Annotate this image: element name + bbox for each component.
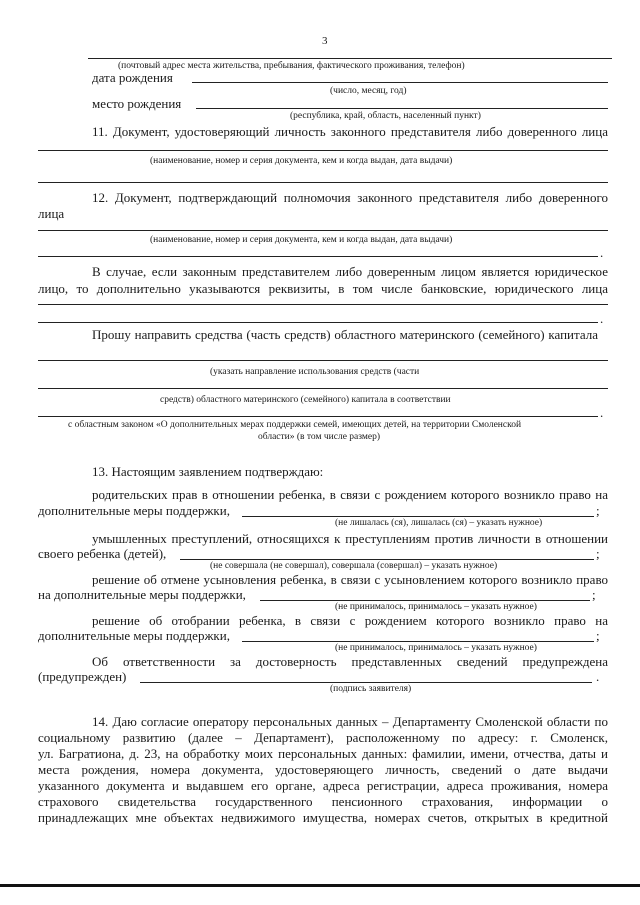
item-14-line-1: 14. Даю согласие оператору персональных данных – Департаменту Смоленской области по: [92, 714, 608, 729]
item-13-heading: 13. Настоящим заявлением подтверждаю:: [92, 464, 324, 479]
law-hint-2: области» (в том числе размер): [258, 432, 381, 442]
item-12-text-1: 12. Документ, подтверждающий полномочия законного представителя либо доверенного: [92, 190, 608, 205]
legal-entity-period: .: [600, 311, 604, 326]
condition-2-hint: (не совершала (не совершал), совершала (совершал) – указать нужное): [210, 561, 498, 571]
condition-2-text-2: своего ребенка (детей),: [38, 546, 167, 561]
birth-place-field[interactable]: [196, 108, 608, 109]
condition-4-semicolon: ;: [596, 628, 600, 643]
birth-place-label: место рождения: [92, 96, 182, 111]
condition-2-text-1: умышленных преступлений, относящихся к преступлениям против личности в отношении: [92, 531, 608, 546]
responsibility-text-2: (предупрежден): [38, 669, 127, 684]
item-14-line-7: принадлежащих мне объектах недвижимого имущества, номерах счетов, открытых в кредитной: [38, 810, 608, 825]
condition-3-field[interactable]: [260, 600, 590, 601]
condition-3-text-1: решение об отмене усыновления ребенка, в связи с усыновлением которого возникло право: [92, 572, 608, 587]
page-number: 3: [322, 35, 328, 47]
condition-4-field[interactable]: [242, 641, 594, 642]
legal-entity-text-1: В случае, если законным представителем либо доверенным лицом является юридическое: [92, 264, 608, 279]
condition-2-semicolon: ;: [596, 546, 600, 561]
legal-entity-field[interactable]: [38, 304, 608, 305]
condition-4-text-1: решение об отобрании ребенка, в связи с рождением которого возникло право на: [92, 613, 608, 628]
request-field-2[interactable]: [38, 388, 608, 389]
request-field-1[interactable]: [38, 360, 608, 361]
signature-hint: (подпись заявителя): [330, 684, 412, 694]
condition-3-hint: (не принималось, принималось – указать нужное): [335, 602, 537, 612]
item-12-field-2[interactable]: [38, 256, 598, 257]
condition-1-hint: (не лишалась (ся), лишалась (ся) – указать нужное): [335, 518, 543, 528]
item-11-field[interactable]: [38, 150, 608, 151]
responsibility-text-1: Об ответственности за достоверность представленных сведений предупреждена: [92, 654, 608, 669]
birth-date-hint: (число, месяц, год): [330, 86, 407, 96]
item-12-text-2: лица: [38, 206, 65, 221]
item-14-line-3: ул. Багратиона, д. 23, на обработку моих персональных данных: фамилии, имени, отчества, даты и: [38, 746, 608, 761]
item-11-hint: (наименование, номер и серия документа, кем и когда выдан, дата выдачи): [150, 156, 453, 166]
address-line: [88, 58, 612, 59]
responsibility-period: .: [596, 669, 600, 684]
birth-date-label: дата рождения: [92, 70, 173, 85]
request-text: Прошу направить средства (часть средств) областного материнского (семейного) капитала: [92, 327, 598, 342]
birth-date-field[interactable]: [192, 82, 608, 83]
condition-4-hint: (не принималось, принималось – указать нужное): [335, 643, 537, 653]
signature-field[interactable]: [140, 682, 592, 683]
law-hint-1: с областным законом «О дополнительных мерах поддержки семей, имеющих детей, на территории Смоленской: [68, 420, 522, 430]
condition-2-field[interactable]: [180, 559, 594, 560]
request-period: .: [600, 405, 604, 420]
condition-1-semicolon: ;: [596, 503, 600, 518]
request-field-3[interactable]: [38, 416, 598, 417]
item-14-line-5: указанного документа и выдавшем его органе, адреса регистрации, адреса проживания, номера: [38, 778, 608, 793]
condition-1-field[interactable]: [242, 516, 594, 517]
item-12-period: .: [600, 245, 604, 260]
scan-edge-bar: [0, 884, 640, 887]
legal-entity-text-2: лицо, то дополнительно указываются реквизиты, в том числе банковские, юридического лица: [38, 281, 608, 296]
direction-hint-2: средств) областного материнского (семейного) капитала в соответствии: [160, 395, 451, 405]
item-12-hint: (наименование, номер и серия документа, кем и когда выдан, дата выдачи): [150, 235, 453, 245]
item-12-field[interactable]: [38, 230, 608, 231]
item-11-text: 11. Документ, удостоверяющий личность законного представителя либо доверенного лица: [92, 124, 608, 139]
condition-1-text-1: родительских прав в отношении ребенка, в связи с рождением которого возникло право на: [92, 487, 608, 502]
legal-entity-field-2[interactable]: [38, 322, 598, 323]
condition-3-semicolon: ;: [592, 587, 596, 602]
birth-place-hint: (республика, край, область, населенный пункт): [290, 111, 481, 121]
item-11-field-2[interactable]: [38, 182, 608, 183]
direction-hint-1: (указать направление использования средств (части: [210, 367, 420, 377]
item-14-line-2: социальному развитию (далее – Департамент), расположенному по адресу: г. Смоленск,: [38, 730, 608, 745]
condition-4-text-2: дополнительные меры поддержки,: [38, 628, 230, 643]
item-14-line-6: страхового свидетельства государственного пенсионного страхования, информации о: [38, 794, 608, 809]
address-hint: (почтовый адрес места жительства, пребывания, фактического проживания, телефон): [118, 61, 465, 71]
item-14-line-4: места рождения, номера документа, удостоверяющего личность, сведений о дате выдачи: [38, 762, 608, 777]
condition-1-text-2: дополнительные меры поддержки,: [38, 503, 230, 518]
condition-3-text-2: на дополнительные меры поддержки,: [38, 587, 246, 602]
